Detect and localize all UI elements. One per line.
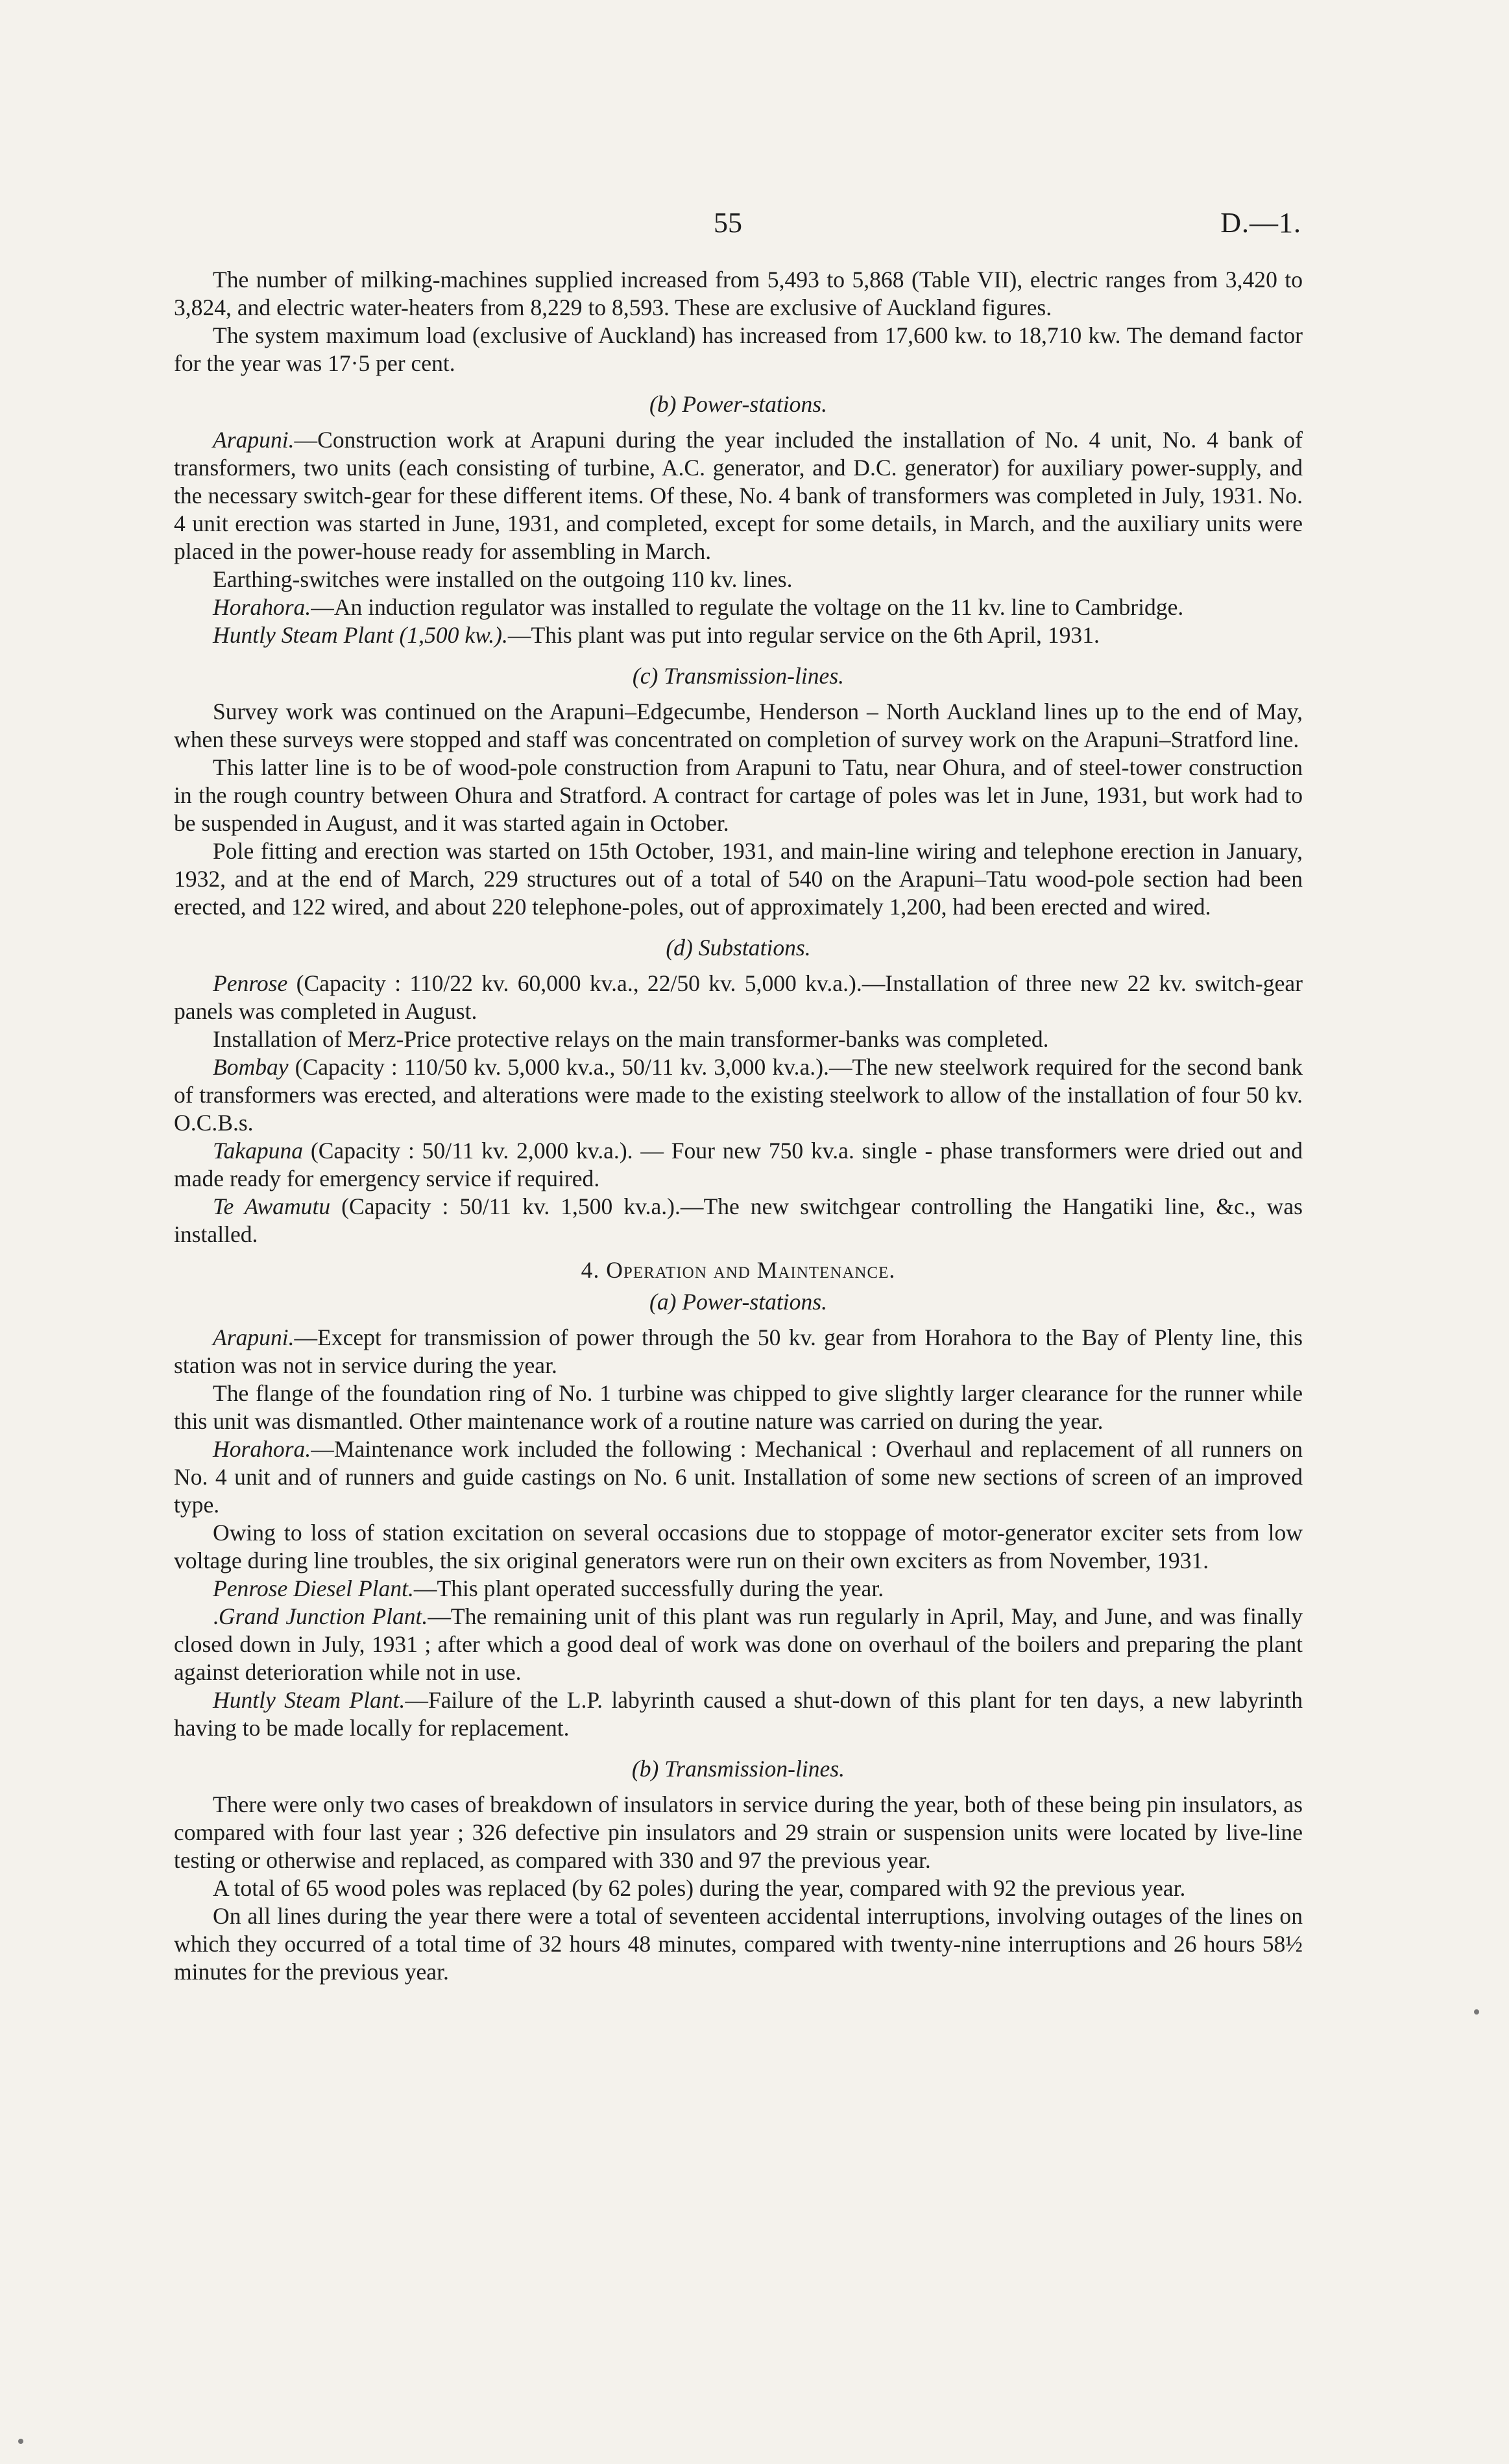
text-op-horahora: —Maintenance work included the following : Mechanical : Overhaul and replacement of all runners on No. 4 unit and of runners and guide castings on No. 6 unit. Installation of some new sections of screen of an improved type. <box>174 1436 1303 1518</box>
term-bombay: Bombay <box>213 1054 289 1080</box>
paragraph-huntly-plant <box>174 621 1303 649</box>
text-grand-junction: —The remaining unit of this plant was run regularly in April, May, and June, and was finally closed down in July, 1931 ; after which a good deal of work was done on overhaul of the boilers and preparing the plant against deterioration while not in use. <box>174 1603 1303 1685</box>
paragraph-pole-fitting: Pole fitting and erection was started on 15th October, 1931, and main-line wiring and telephone erection in January, 1932, and at the end of March, 229 structures out of a total of 540 on the Arapuni–Tatu wood-pole section had been erected, and 122 wired, and about 220 telephone-poles, out of approximately 1,200, had been erected and wired. <box>174 838 1303 920</box>
paragraph-penrose-substation <box>174 970 1303 1025</box>
paragraph-interruptions: On all lines during the year there were a total of seventeen accidental interruptions, involving outages of the lines on which they occurred of a total time of 32 hours 48 minutes, compared with twenty-nine interruptions and 26 hours 58½ minutes for the previous year. <box>174 1903 1303 1985</box>
text-huntly: —This plant was put into regular service on the 6th April, 1931. <box>507 622 1100 648</box>
paragraph-penrose-diesel <box>174 1575 1303 1603</box>
stray-mark: . <box>213 1603 219 1629</box>
text-bombay: (Capacity : 110/50 kv. 5,000 kv.a., 50/11 kv. 3,000 kv.a.).—The new steelwork required for the second bank of transformers was erected, and alterations were made to the existing steelwork to allow of the installation of four 50 kv. O.C.B.s. <box>174 1054 1303 1136</box>
heading-op-transmission-lines: (b) Transmission-lines. <box>631 1756 845 1782</box>
paragraph-flange: The flange of the foundation ring of No. 1 turbine was chipped to give slightly larger clearance for the runner while this unit was dismantled. Other maintenance work of a routine nature was carried on during the year. <box>174 1380 1303 1434</box>
heading-op-power-stations: (a) Power-stations. <box>649 1289 827 1315</box>
text-horahora: —An induction regulator was installed to regulate the voltage on the 11 kv. line to Cambridge. <box>311 594 1184 620</box>
heading-power-stations: (b) Power-stations. <box>649 391 827 417</box>
paragraph-op-horahora <box>174 1435 1303 1519</box>
heading-substations: (d) Substations. <box>666 935 811 961</box>
text-arapuni: —Construction work at Arapuni during the year included the installation of No. 4 unit, No. 4 bank of transformers, two units (each consisting of turbine, A.C. generator, and D.C. generator) for auxiliary power-supply, and the necessary switch-gear for these different items. Of these, No. 4 bank of transformers was completed in July, 1931. No. 4 unit erection was started in June, 1931, and completed, except for some details, in March, and the auxiliary units were placed in the power-house ready for assembling in March. <box>174 427 1303 564</box>
term-te-awamutu: Te Awamutu <box>213 1193 331 1219</box>
paragraph-survey-work: Survey work was continued on the Arapuni–Edgecumbe, Henderson – North Auckland lines up to the end of May, when these surveys were stopped and staff was concentrated on completion of survey work on the Arapuni–Stratford line. <box>174 699 1303 752</box>
term-penrose: Penrose <box>213 970 288 996</box>
paragraph-horahora-regulator <box>174 593 1303 621</box>
text-takapuna: (Capacity : 50/11 kv. 2,000 kv.a.). — Four new 750 kv.a. single - phase transformers were dried out and made ready for emergency service if required. <box>174 1138 1303 1191</box>
scan-speck <box>18 2439 23 2444</box>
heading-transmission-lines: (c) Transmission-lines. <box>632 663 845 689</box>
page-number: 55 <box>714 207 742 239</box>
document-reference: D.—1. <box>1220 207 1301 239</box>
paragraph-op-arapuni <box>174 1324 1303 1380</box>
document-body <box>174 266 1303 1986</box>
text-penrose: (Capacity : 110/22 kv. 60,000 kv.a., 22/50 kv. 5,000 kv.a.).—Installation of three new 22 kv. switch-gear panels was completed in August. <box>174 970 1303 1024</box>
paragraph-op-huntly <box>174 1686 1303 1742</box>
paragraph-milking-machines: The number of milking-machines supplied increased from 5,493 to 5,868 (Table VII), electric ranges from 3,420 to 3,824, and electric water-heaters from 8,229 to 8,593. These are exclusive of Auckland figures. <box>174 267 1303 320</box>
term-op-horahora: Horahora. <box>213 1436 311 1462</box>
paragraph-te-awamutu-substation <box>174 1193 1303 1249</box>
paragraph-earthing-switches: Earthing-switches were installed on the outgoing 110 kv. lines. <box>213 566 793 592</box>
term-op-arapuni: Arapuni. <box>213 1324 295 1350</box>
page-header <box>0 206 1509 252</box>
term-penrose-diesel: Penrose Diesel Plant. <box>213 1575 414 1601</box>
paragraph-grand-junction <box>174 1603 1303 1686</box>
paragraph-line-construction: This latter line is to be of wood-pole construction from Arapuni to Tatu, near Ohura, and of steel-tower construction in the rough country between Ohura and Stratford. A contract for cartage of poles was let in June, 1931, but work had to be suspended in August, and it was started again in October. <box>174 754 1303 836</box>
term-huntly: Huntly Steam Plant (1,500 kw.). <box>213 622 508 648</box>
paragraph-excitation: Owing to loss of station excitation on several occasions due to stoppage of motor-generator exciter sets from low voltage during line troubles, the six original generators were run on their own exciters as from November, 1931. <box>174 1520 1303 1573</box>
text-penrose-diesel: —This plant operated successfully during the year. <box>413 1575 884 1601</box>
term-takapuna: Takapuna <box>213 1138 304 1164</box>
text-op-huntly: —Failure of the L.P. labyrinth caused a shut-down of this plant for ten days, a new labyrinth having to be made locally for replacement. <box>174 1687 1303 1741</box>
paragraph-bombay-substation <box>174 1053 1303 1137</box>
term-horahora: Horahora. <box>213 594 311 620</box>
paragraph-insulator-breakdowns: There were only two cases of breakdown of insulators in service during the year, both of these being pin insulators, as compared with four last year ; 326 defective pin insulators and 29 strain or suspension units were located by live-line testing or otherwise and replaced, as compared with 330 and 97 the previous year. <box>174 1791 1303 1873</box>
paragraph-arapuni-construction <box>174 426 1303 566</box>
paragraph-system-load: The system maximum load (exclusive of Auckland) has increased from 17,600 kw. to 18,710 kw. The demand factor for the year was 17·5 per cent. <box>174 322 1303 376</box>
paragraph-merz-price: Installation of Merz-Price protective relays on the main transformer-banks was completed. <box>213 1026 1049 1052</box>
scan-speck <box>1474 2009 1479 2015</box>
text-te-awamutu: (Capacity : 50/11 kv. 1,500 kv.a.).—The new switchgear controlling the Hangatiki line, &c., was installed. <box>174 1193 1303 1247</box>
term-grand-junction: Grand Junction Plant. <box>218 1603 428 1629</box>
term-arapuni: Arapuni. <box>213 427 295 453</box>
heading-operation-maintenance: 4. Operation and Maintenance. <box>581 1257 896 1283</box>
text-op-arapuni: —Except for transmission of power through the 50 kv. gear from Horahora to the Bay of Plenty line, this station was not in service during the year. <box>174 1324 1303 1378</box>
term-op-huntly: Huntly Steam Plant. <box>213 1687 405 1713</box>
paragraph-takapuna-substation <box>174 1137 1303 1193</box>
paragraph-wood-poles: A total of 65 wood poles was replaced (by 62 poles) during the year, compared with 92 the previous year. <box>213 1875 1186 1901</box>
